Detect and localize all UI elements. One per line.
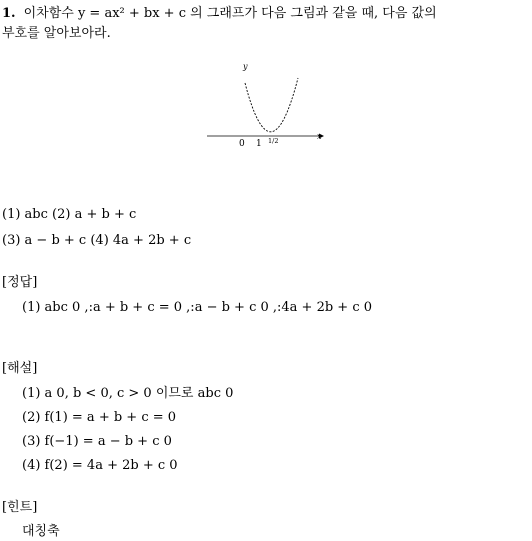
explanation-header: [해설] [2, 361, 38, 376]
explanation-line-1: (1) a 0, b < 0, c > 0 이므로 abc 0 [22, 386, 234, 401]
explanation-line-2: (2) f(1) = a + b + c = 0 [22, 410, 177, 425]
x-axis-label: x [317, 132, 322, 141]
parabola-figure [205, 58, 335, 153]
hint-header: [힌트] [2, 500, 38, 515]
hint-text: 대칭축 [22, 524, 60, 539]
answer-line: (1) abc 0 ,:a + b + c = 0 ,:a − b + c 0 ,:4a + 2b + c 0 [22, 300, 373, 315]
problem-number: 1. [2, 6, 16, 21]
problem-text-2: 부호를 알아보아라. [2, 26, 111, 41]
parabola-curve [245, 78, 298, 132]
problem-line-1 [2, 4, 437, 24]
tick-half-label: 1/2 [268, 137, 279, 145]
y-axis-label: y [243, 62, 248, 71]
explanation-line-3: (3) f(−1) = a − b + c 0 [22, 434, 172, 449]
origin-label: 0 [239, 139, 245, 149]
problem-text-1: 이차함수 y = ax² + bx + c 의 그래프가 다음 그림과 같을 때, 다음 값의 [23, 6, 437, 21]
items-row-1: (1) abc (2) a + b + c [2, 207, 137, 222]
items-row-2: (3) a − b + c (4) 4a + 2b + c [2, 233, 192, 248]
tick-1-label: 1 [256, 139, 262, 149]
parabola-graph [205, 58, 335, 153]
explanation-line-4: (4) f(2) = 4a + 2b + c 0 [22, 458, 178, 473]
answer-header: [정답] [2, 275, 38, 290]
